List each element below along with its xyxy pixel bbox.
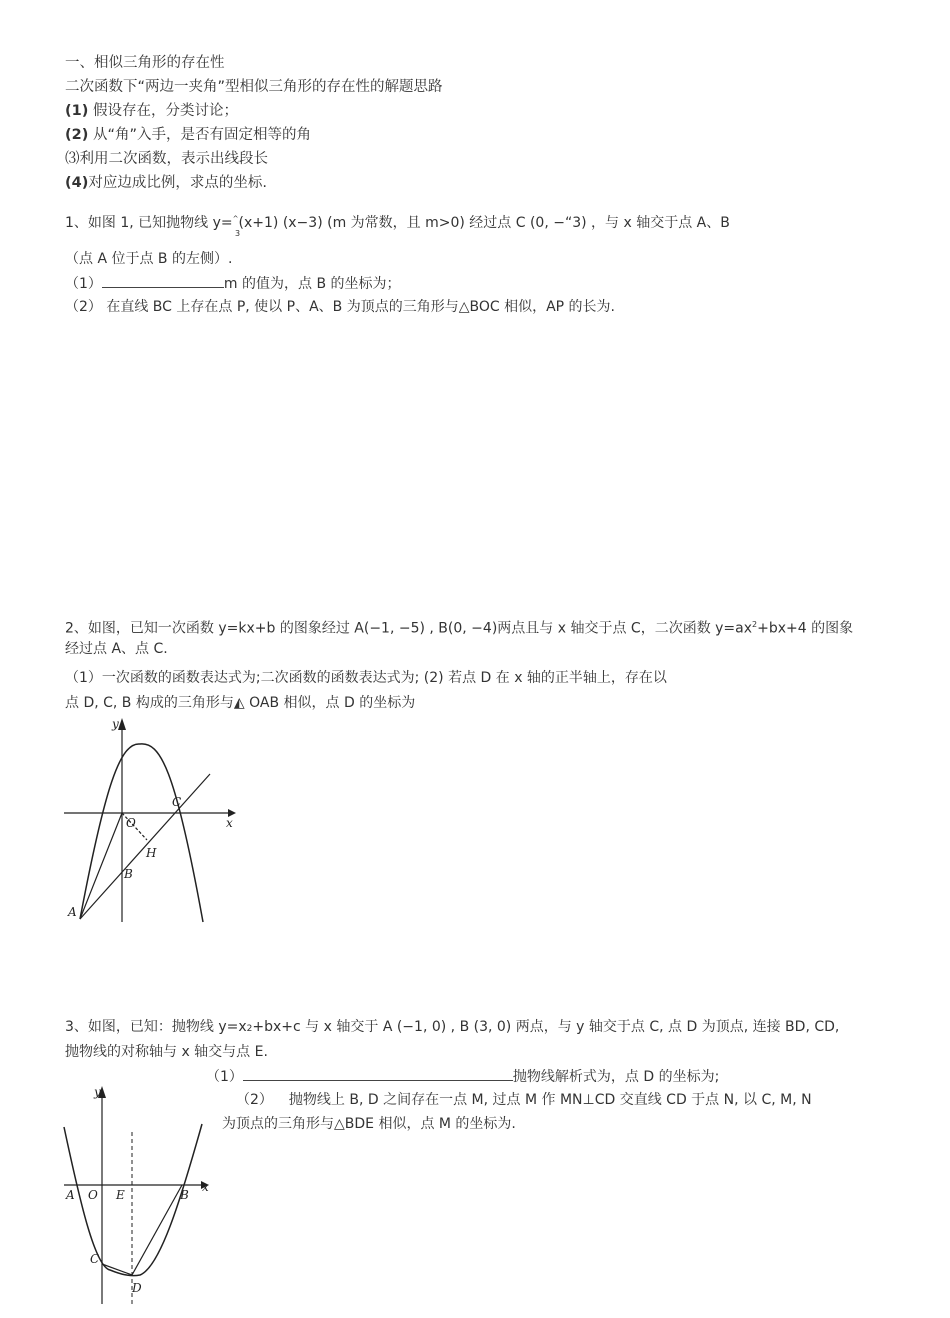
q2-parabola bbox=[80, 744, 203, 922]
q3-label-C: C bbox=[90, 1252, 100, 1266]
step-4 bbox=[65, 173, 267, 193]
q3-label-E: E bbox=[116, 1188, 125, 1202]
q3-label-x: x bbox=[202, 1180, 209, 1194]
step-2-text: 从“角”入手，是否有固定相等的角 bbox=[88, 127, 311, 143]
q1-fraction-denominator: 3 bbox=[235, 229, 241, 238]
q2-label-A: A bbox=[68, 905, 77, 919]
q1-answer-blank[interactable] bbox=[102, 273, 224, 288]
q3-statement bbox=[65, 1017, 839, 1039]
q2-text-a: 2、如图，已知一次函数 y=kx+b 的图象经过 A(−1, −5) , B(0, −4)两点且与 x 轴交于点 C，二次函数 y=ax bbox=[65, 620, 753, 637]
q2-part2 bbox=[65, 693, 415, 713]
q3-text-a: 3、如图，已知：抛物线 y=x bbox=[65, 1019, 247, 1035]
step-1-text: 假设存在，分类讨论； bbox=[88, 103, 238, 119]
q3-subscript: 2 bbox=[246, 1024, 253, 1034]
section-heading: 一、相似三角形的存在性 bbox=[65, 55, 225, 71]
q2-part2-text-b: OAB 相似，点 D 的坐标为 bbox=[244, 695, 416, 711]
q3-label-O: O bbox=[88, 1188, 98, 1202]
q2-y-arrow-icon bbox=[118, 718, 126, 730]
q2-statement bbox=[65, 615, 853, 639]
q1-text-b: (x+1) (x−3) (m 为常数，且 m>0) 经过点 C (0, −“3) ，与 x 轴交于点 A、B bbox=[238, 215, 730, 231]
q1-statement bbox=[65, 209, 730, 233]
q1-caret: ^ bbox=[232, 215, 239, 223]
step-2-num: (2) bbox=[65, 127, 89, 143]
q1-text-a: 1、如图 1, 已知抛物线 y= bbox=[65, 215, 233, 231]
section-subheading: 二次函数下“两边一夹角”型相似三角形的存在性的解题思路 bbox=[65, 79, 443, 95]
q1-part1 bbox=[65, 273, 401, 294]
q3-part1-prefix: （1） bbox=[206, 1069, 243, 1085]
step-3-num: ⑶ bbox=[65, 151, 80, 167]
q2-label-B: B bbox=[124, 867, 133, 881]
q1-part1-prefix: （1） bbox=[65, 276, 102, 292]
q3-line-BD bbox=[132, 1185, 182, 1275]
q2-line-AC bbox=[80, 774, 210, 919]
q1-statement-line2: （点 A 位于点 B 的左侧）. bbox=[65, 251, 233, 267]
q3-label-D: D bbox=[132, 1281, 142, 1295]
q3-answer-blank[interactable] bbox=[243, 1066, 513, 1081]
q2-superscript: 2 bbox=[752, 620, 758, 629]
q2-label-C: C bbox=[172, 795, 182, 809]
q3-statement-line2: 抛物线的对称轴与 x 轴交与点 E. bbox=[65, 1044, 268, 1060]
q3-label-A: A bbox=[66, 1188, 75, 1202]
q2-label-y: y bbox=[112, 717, 119, 731]
q2-part1: （1）一次函数的函数表达式为;二次函数的函数表达式为; (2) 若点 D 在 x 轴的正半轴上，存在以 bbox=[65, 670, 667, 686]
step-4-text: 对应边成比例，求点的坐标. bbox=[88, 175, 267, 191]
q1-part2: （2） 在直线 BC 上存在点 P, 使以 P、A、B 为顶点的三角形与△BOC 相似，AP 的长为. bbox=[65, 299, 615, 315]
q3-figure bbox=[60, 1082, 220, 1312]
q2-label-H: H bbox=[146, 846, 157, 860]
q3-part2-line2: 为顶点的三角形与△BDE 相似，点 M 的坐标为. bbox=[222, 1116, 516, 1132]
q2-text-b: +bx+4 的图象 bbox=[757, 620, 854, 637]
q3-part2-text: 抛物线上 B, D 之间存在一点 M, 过点 M 作 MN⊥CD 交直线 CD 于点 N, 以 C, M, N bbox=[288, 1092, 812, 1108]
triangle-icon: ◭ bbox=[233, 695, 245, 711]
q1-part1-text: m 的值为，点 B 的坐标为； bbox=[223, 276, 401, 292]
q3-line-CD bbox=[102, 1264, 132, 1275]
q3-part1 bbox=[206, 1066, 719, 1087]
q2-label-x: x bbox=[226, 816, 233, 830]
q3-part2-prefix: （2） bbox=[236, 1092, 273, 1108]
q2-line-AO bbox=[80, 813, 122, 919]
q3-text-b: +bx+c 与 x 轴交于 A (−1, 0) , B (3, 0) 两点，与 y 轴交于点 C, 点 D 为顶点, 连接 BD, CD, bbox=[252, 1019, 840, 1035]
q3-part2 bbox=[236, 1090, 812, 1110]
q2-label-O: O bbox=[126, 816, 136, 830]
q3-label-B: B bbox=[180, 1188, 189, 1202]
q2-statement-line2: 经过点 A、点 C. bbox=[65, 641, 168, 657]
step-1 bbox=[65, 101, 238, 121]
q2-part2-text-a: 点 D, C, B 构成的三角形与 bbox=[65, 695, 234, 711]
step-4-num: (4) bbox=[65, 175, 89, 191]
step-3-text: 利用二次函数，表示出线段长 bbox=[79, 151, 268, 167]
step-1-num: (1) bbox=[65, 103, 89, 119]
q2-figure bbox=[60, 712, 250, 927]
q3-label-y: y bbox=[94, 1085, 101, 1099]
step-3 bbox=[65, 149, 268, 169]
step-2 bbox=[65, 125, 311, 145]
q3-part1-text: 抛物线解析式为，点 D 的坐标为; bbox=[512, 1069, 720, 1085]
